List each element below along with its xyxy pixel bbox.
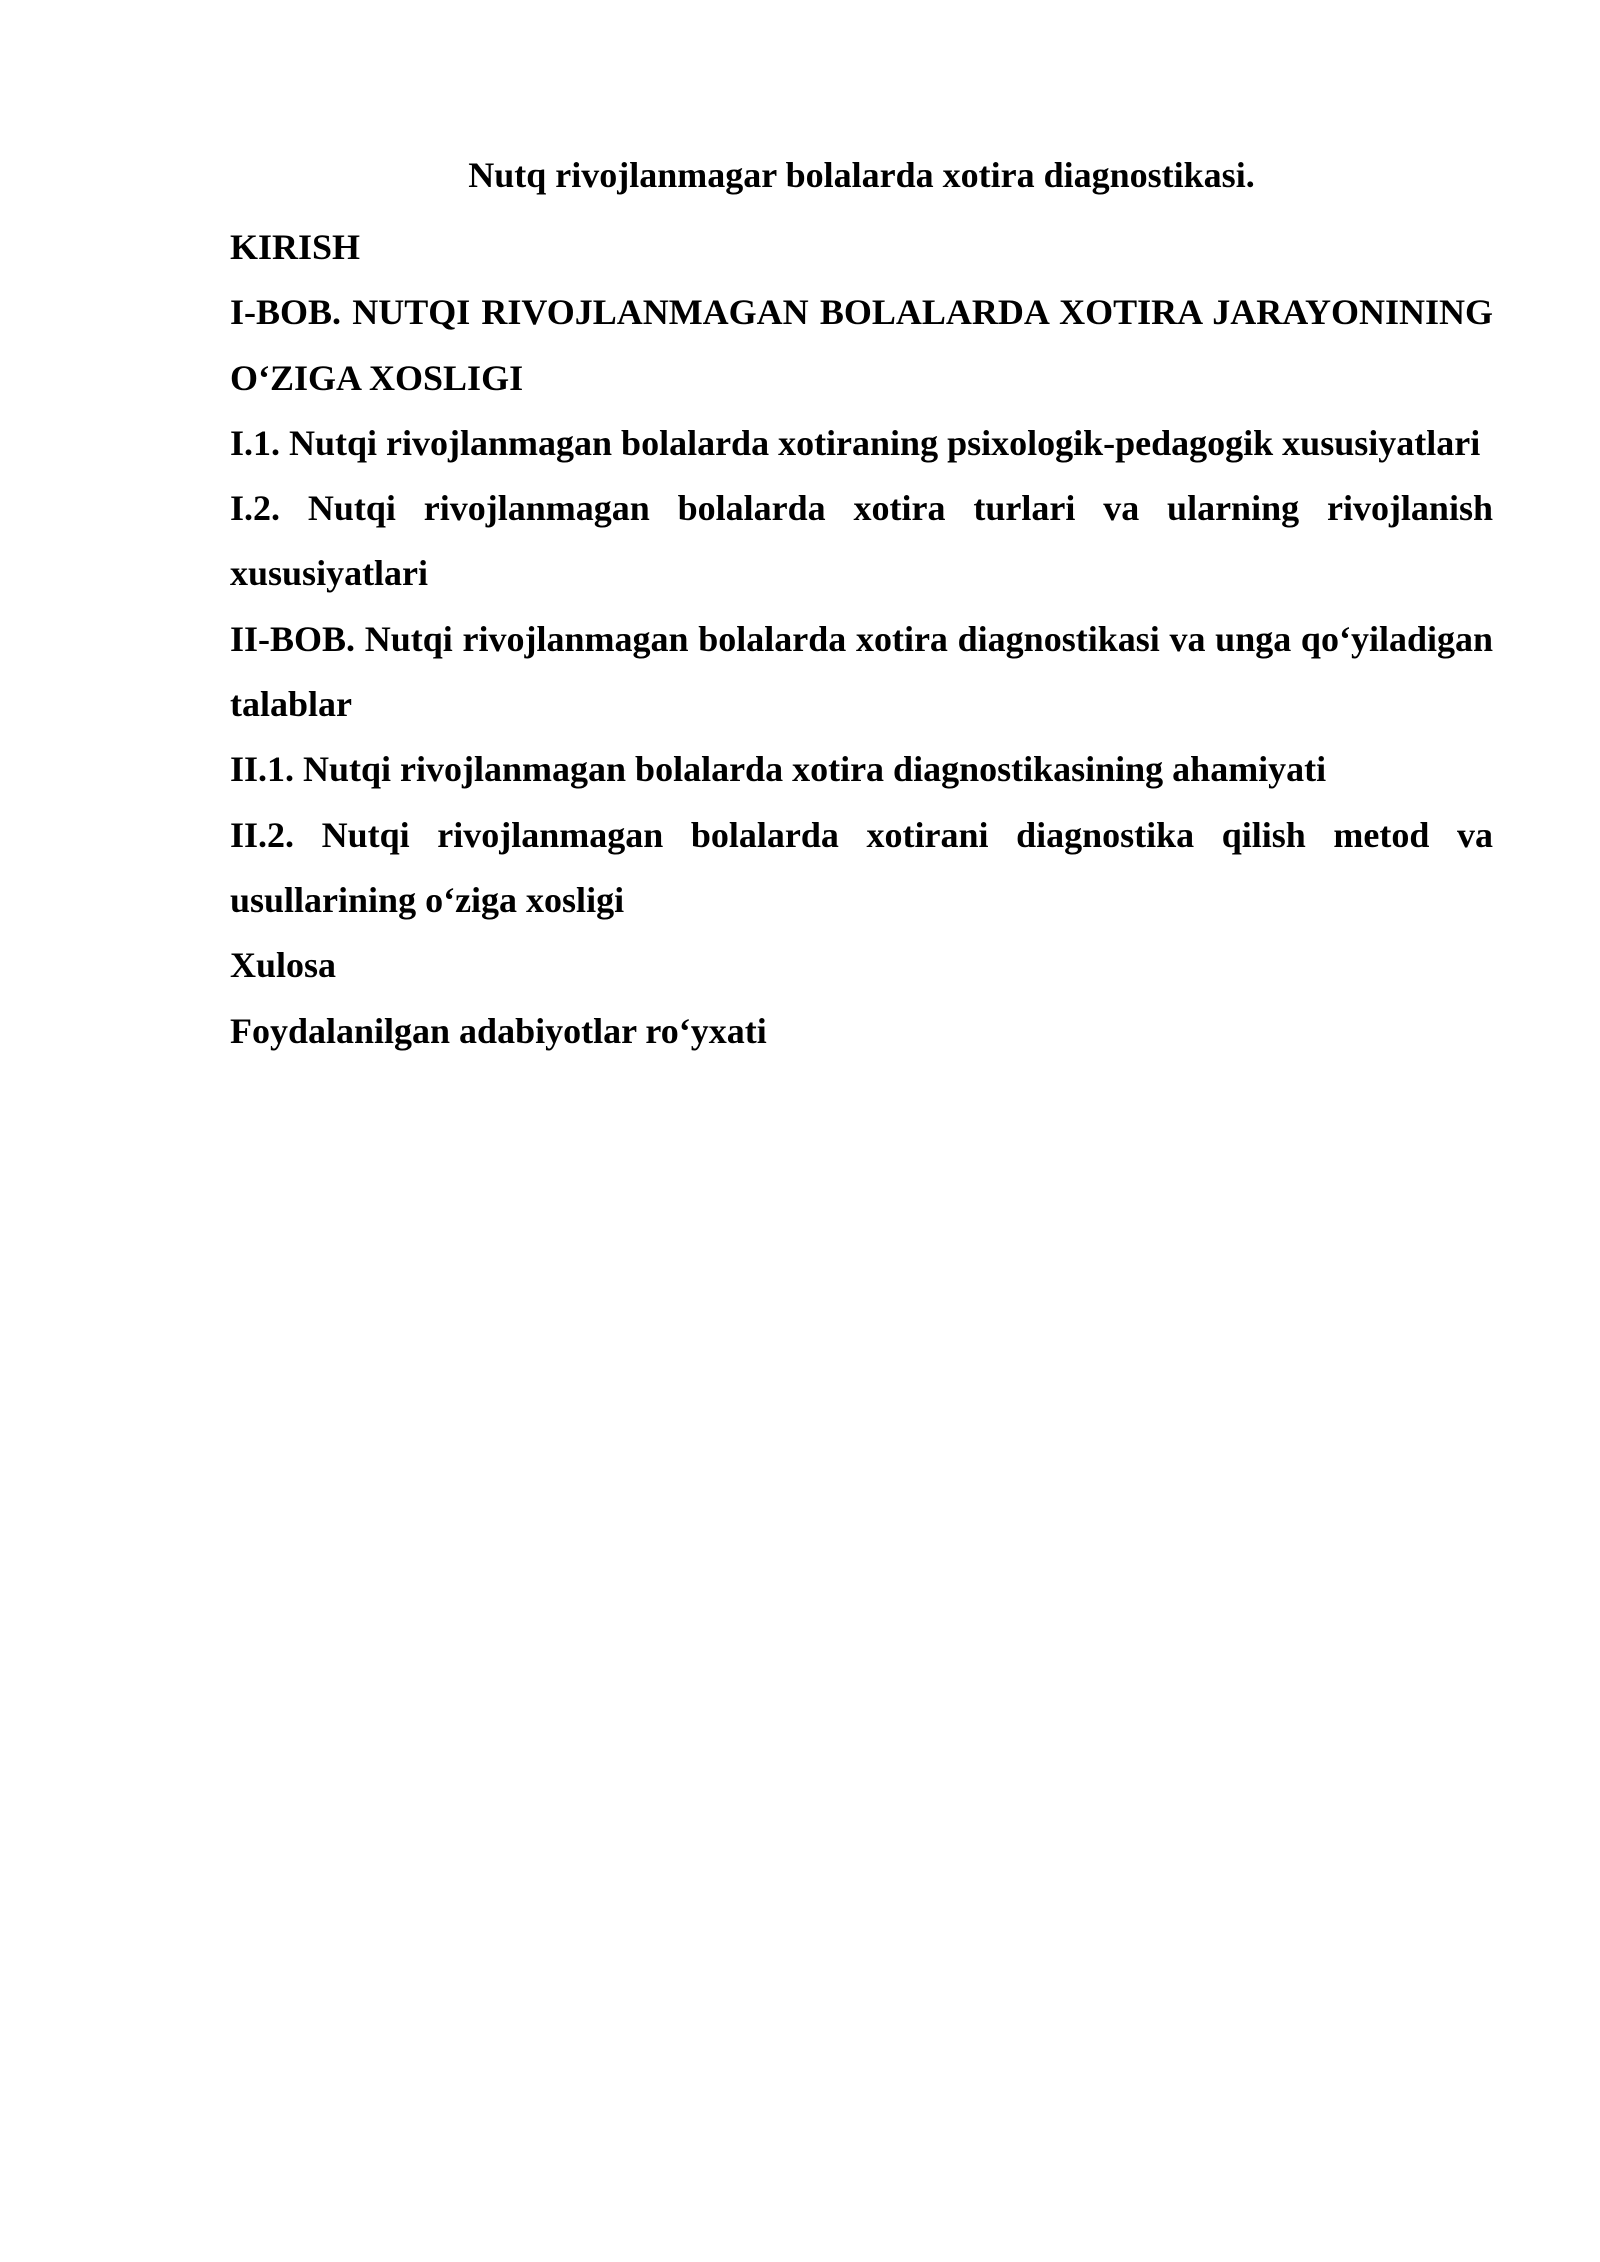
toc-item-section-1-2: I.2. Nutqi rivojlanmagan bolalarda xotira turlari va ularning rivojlanish xususiyatlari bbox=[230, 488, 1493, 594]
toc-item-chapter-1: I-BOB. NUTQI RIVOJLANMAGAN BOLALARDA XOTIRA JARAYONINING O‘ZIGA XOSLIGI bbox=[230, 292, 1493, 398]
toc-item-references: Foydalanilgan adabiyotlar ro‘yxati bbox=[230, 1010, 767, 1051]
toc-item-xulosa: Xulosa bbox=[230, 945, 337, 986]
toc-item-section-2-2: II.2. Nutqi rivojlanmagan bolalarda xotirani diagnostika qilish metod va usullarining o‘ziga xosligi bbox=[230, 814, 1493, 920]
toc-item-chapter-2: II-BOB. Nutqi rivojlanmagan bolalarda xotira diagnostikasi va unga qo‘yiladigan talablar bbox=[230, 618, 1493, 725]
toc-item-kirish: KIRISH bbox=[230, 227, 361, 267]
toc-item-section-2-1: II.1. Nutqi rivojlanmagan bolalarda xotira diagnostikasining ahamiyati bbox=[230, 749, 1327, 790]
table-of-contents bbox=[230, 215, 1493, 1064]
document-content bbox=[230, 150, 1493, 1064]
toc-item-section-1-1: I.1. Nutqi rivojlanmagan bolalarda xotiraning psixologik-pedagogik xususiyatlari bbox=[230, 422, 1481, 463]
document-title: Nutq rivojlanmagar bolalarda xotira diagnostikasi. bbox=[468, 155, 1255, 195]
